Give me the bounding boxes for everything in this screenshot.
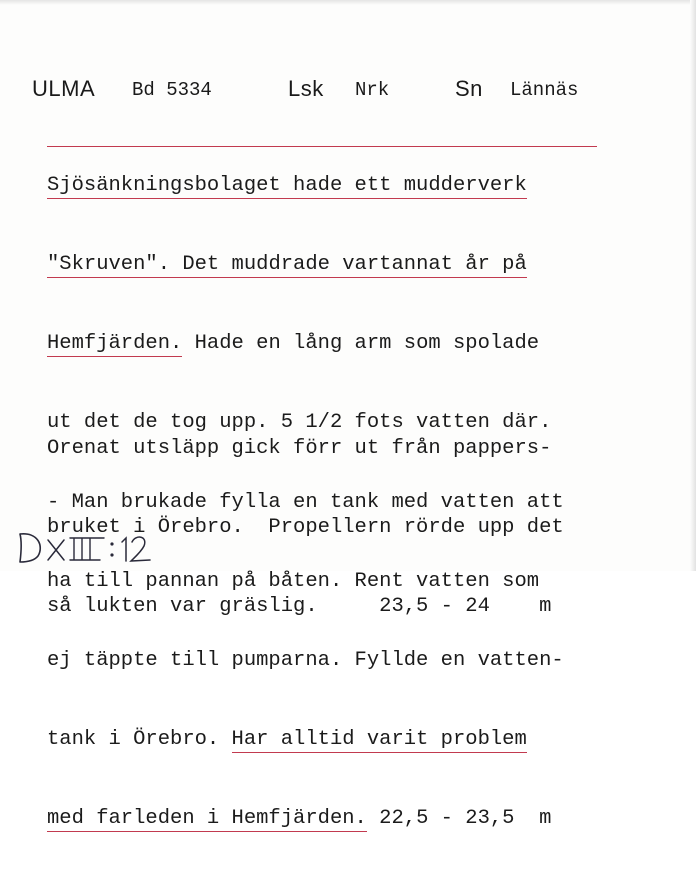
sn-value: Lännäs xyxy=(510,79,579,101)
lsk-value: Nrk xyxy=(355,79,390,101)
underlined-text: med farleden i Hemfjärden. xyxy=(47,807,367,831)
underlined-text: Hemfjärden. xyxy=(47,332,183,356)
text-line xyxy=(47,331,564,357)
red-underline-mark xyxy=(47,146,597,147)
bd-number: Bd 5334 xyxy=(132,79,212,101)
text-segment: ut det de tog upp. 5 1/2 fots vatten där. xyxy=(47,411,552,435)
text-segment: Orenat utsläpp gick förr ut från pappers- xyxy=(47,436,552,460)
text-line xyxy=(47,252,564,278)
text-segment: ej täppte till pumparna. Fyllde en vatten- xyxy=(47,649,564,673)
text-segment: tank i Örebro. xyxy=(47,728,232,752)
text-segment: så lukten var gräslig. 23,5 - 24 m xyxy=(47,595,552,619)
text-segment: bruket i Örebro. Propellern rörde upp det xyxy=(47,516,564,540)
red-underline-mark xyxy=(47,198,267,199)
text-line xyxy=(47,436,564,462)
underlined-text: "Skruven". xyxy=(47,253,171,277)
text-line xyxy=(47,727,564,753)
underlined-text: Det muddrade vartannat år på xyxy=(170,253,527,277)
card-top-edge xyxy=(0,0,696,5)
ulma-label: ULMA xyxy=(32,76,96,101)
text-line xyxy=(47,594,564,620)
underlined-text: Sjösänkningsbolaget hade ett mudderverk xyxy=(47,173,527,197)
text-segment: ha till pannan på båten. Rent vatten som xyxy=(47,569,540,593)
handwritten-signature xyxy=(14,528,164,568)
underlined-text: Har alltid varit problem xyxy=(231,728,527,752)
text-segment: Hade en lång arm som spolade xyxy=(182,332,540,356)
lsk-label: Lsk xyxy=(288,76,324,101)
sn-label: Sn xyxy=(455,76,483,101)
text-line xyxy=(47,173,564,199)
text-segment: 22,5 - 23,5 m xyxy=(366,807,552,831)
card-header xyxy=(0,76,696,106)
text-segment: - Man brukade fylla en tank med vatten att xyxy=(47,490,564,514)
text-line xyxy=(47,806,564,832)
